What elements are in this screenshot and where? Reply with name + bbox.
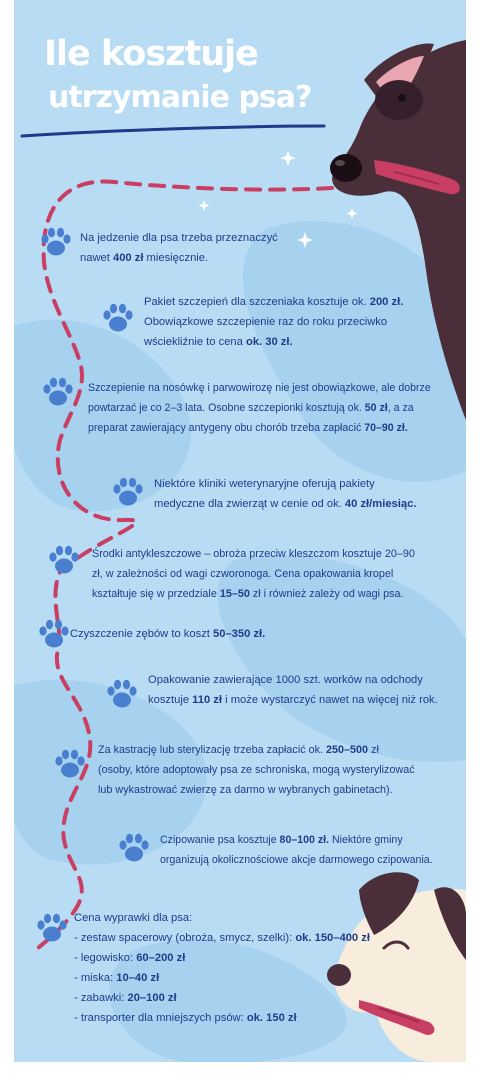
price-highlight: ok. 150 zł: [246, 1012, 297, 1024]
paw-print-icon: [38, 224, 74, 260]
starter-kit-heading: Cena wyprawki dla psa:: [74, 912, 193, 924]
item-text: (osoby, które adoptowały psa ze schroniska, mogą wysterylizować: [98, 764, 415, 776]
price-highlight: 50–350 zł.: [213, 628, 266, 640]
starter-kit-line: [74, 948, 374, 968]
sparkle-icon: [199, 200, 210, 211]
item-text: kosztuje: [148, 694, 193, 706]
item-text: Obowiązkowe szczepienie raz do roku przeciwko: [144, 316, 388, 328]
paw-print-icon: [100, 300, 136, 336]
item-text: zł, w zależności od wagi czworonoga. Cena opakowania kropel: [92, 568, 394, 580]
item-text: zł: [368, 744, 379, 756]
item-text: Na jedzenie dla psa trzeba przeznaczyć: [80, 232, 278, 244]
paw-print-icon: [34, 910, 70, 946]
item-text: Czipowanie psa kosztuje: [160, 834, 280, 846]
cost-item-clinic-packages: [154, 474, 460, 514]
price-highlight: 15–50: [219, 588, 250, 600]
item-text: Za kastrację lub sterylizację trzeba zapłacić ok.: [98, 744, 327, 756]
price-highlight: 40 zł/miesiąc.: [344, 498, 417, 510]
price-highlight: 10–40 zł: [116, 972, 160, 984]
item-text: lub wykastrować zwierzę za darmo w wybranych gabinetach).: [98, 784, 393, 796]
paw-print-icon: [116, 830, 152, 866]
item-text: Pakiet szczepień dla szczeniaka kosztuje ok.: [144, 296, 370, 308]
item-text: nawet: [80, 252, 113, 264]
paw-print-icon: [40, 374, 76, 410]
price-highlight: ok. 30 zł.: [245, 336, 293, 348]
price-highlight: 400 zł: [112, 252, 144, 264]
item-text: kształtuje się w przedziale: [92, 588, 220, 600]
cost-item-microchipping: [160, 830, 464, 870]
item-text: , a za: [387, 402, 414, 414]
price-highlight: 200 zł.: [369, 296, 404, 308]
starter-kit-line: [74, 1008, 374, 1028]
item-text: - transporter dla mniejszych psów:: [74, 1012, 247, 1024]
title-underline: [22, 126, 324, 136]
price-highlight: 50 zł: [364, 402, 388, 414]
item-text: Opakowanie zawierające 1000 szt. worków na odchody: [148, 674, 423, 686]
item-text: Czyszczenie zębów to koszt: [70, 628, 214, 640]
price-highlight: 110 zł: [192, 694, 223, 706]
starter-kit-line: [74, 988, 374, 1008]
item-text: Niektóre kliniki weterynaryjne oferują pakiety: [154, 478, 375, 490]
cost-item-tick-protection: [92, 544, 462, 604]
item-text: Szczepienie na nosówkę i parwowirozę nie jest obowiązkowe, ale dobrze: [88, 382, 431, 394]
cost-item-starter-kit: [74, 908, 374, 1028]
cost-item-food: [80, 228, 380, 268]
item-text: preparat zawierający antygeny obu chorób trzeba zapłacić: [88, 422, 365, 434]
cost-item-waste-bags: [148, 670, 464, 710]
item-text: organizują okolicznościowe akcje darmowego czipowania.: [160, 854, 433, 866]
item-text: zł i również zależy od wagi psa.: [249, 588, 404, 600]
starter-kit-line: [74, 968, 374, 988]
item-text: miesięcznie.: [143, 252, 209, 264]
item-text: medyczne dla zwierząt w cenie od ok.: [154, 498, 345, 510]
cost-item-distemper-parvo: [88, 378, 464, 438]
item-text: powtarzać je co 2–3 lata. Osobne szczepionki kosztują ok.: [88, 402, 365, 414]
title-line-1: Ile kosztuje: [44, 34, 258, 74]
cost-item-teeth-cleaning: [70, 624, 370, 644]
price-highlight: ok. 150–400 zł: [295, 932, 370, 944]
item-text: i może wystarczyć nawet na więcej niż rok.: [222, 694, 438, 706]
price-highlight: 20–100 zł: [127, 992, 177, 1004]
item-text: - miska:: [74, 972, 117, 984]
starter-kit-list: [74, 928, 374, 1028]
price-highlight: 60–200 zł: [136, 952, 186, 964]
price-highlight: 80–100 zł.: [279, 834, 330, 846]
title-line-2: utrzymanie psa?: [48, 80, 312, 115]
paw-print-icon: [110, 474, 146, 510]
cost-item-neutering: [98, 740, 462, 800]
item-text: Niektóre gminy: [329, 834, 403, 846]
price-highlight: 250–500: [326, 744, 369, 756]
starter-kit-line: [74, 928, 374, 948]
paw-print-icon: [104, 676, 140, 712]
price-highlight: 70–90 zł.: [364, 422, 408, 434]
decoration-layer: [14, 0, 466, 1062]
item-text: wściekliźnie to cena: [144, 336, 246, 348]
background-panel: [14, 0, 466, 1062]
paw-print-icon: [36, 616, 72, 652]
item-text: - zabawki:: [74, 992, 128, 1004]
item-text: Środki antykleszczowe – obroża przeciw kleszczom kosztuje 20–90: [92, 548, 415, 560]
paw-print-icon: [46, 542, 82, 578]
paw-print-icon: [52, 746, 88, 782]
item-text: - legowisko:: [74, 952, 137, 964]
item-text: - zestaw spacerowy (obroża, smycz, szelki):: [74, 932, 296, 944]
sparkle-icon: [280, 150, 296, 166]
sparkle-icon: [347, 208, 358, 219]
cost-item-puppy-vaccines: [144, 292, 462, 352]
